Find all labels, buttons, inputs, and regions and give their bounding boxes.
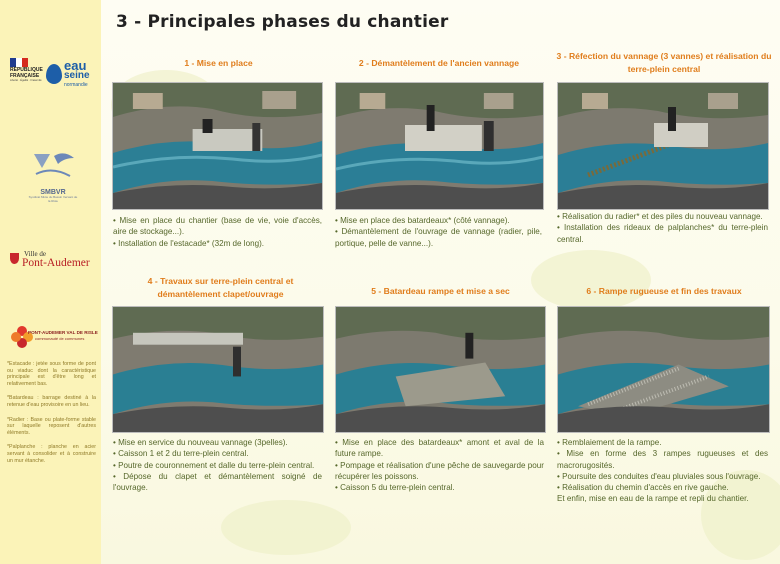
phase-5-bullet: • Mise en place des batardeaux* amont et aval de la future rampe. (335, 438, 544, 459)
phase-5-render (335, 306, 546, 433)
phase-3-bullets (557, 211, 768, 245)
phase-1-render (112, 82, 323, 210)
smbvr-logo (28, 148, 78, 203)
pont-audemer-name: Pont-Audemer (22, 257, 90, 269)
republique-motto: Liberté · Égalité · Fraternité (10, 79, 42, 82)
republique-line-2: FRANÇAISE (10, 73, 40, 79)
phase-4-bullet: • Dépose du clapet et démantèlement soigné de l'ouvrage. (113, 471, 322, 493)
republique-francaise-logo (10, 58, 48, 92)
definition-palplanche: *Palplanche : planche en acier servant à consolider et à construire un mur étanche. (7, 444, 96, 464)
smbvr-bird-icon (28, 148, 78, 188)
flower-icon (9, 325, 35, 349)
phase-3-title: 3 - Réfection du vannage (3 vannes) et réalisation du terre-plein central (556, 51, 772, 74)
definitions-list (7, 361, 96, 472)
phase-6-render (557, 306, 770, 433)
phase-4-title: 4 - Travaux sur terre-plein central et démantèlement clapet/ouvrage (147, 276, 294, 299)
phase-1-title: 1 - Mise en place (184, 58, 253, 68)
definition-radier: *Radier : Base ou plate-forme stable sur laquelle reposent d'autres éléments. (7, 416, 96, 436)
phase-2-bullet: • Démantèlement de l'ouvrage de vannage (radier, pile, portique, pelle de vanne...). (335, 227, 542, 248)
drop-icon (46, 64, 62, 84)
phase-4-bullet: • Poutre de couronnement et dalle du terre-plein central. (113, 460, 315, 470)
phase-5-bullet: • Pompage et réalisation d'une pêche de sauvegarde pour récupérer les poissons. (335, 460, 544, 481)
communaute-sub: communauté de communes (35, 336, 85, 341)
phase-3-bullet: • Installation des rideaux de palplanches* du terre-plein central. (557, 223, 768, 244)
phase-1-bullets (113, 215, 322, 249)
phase-6-bullet: • Réalisation du chemin d'accès en rive gauche. (557, 483, 729, 493)
phase-5-bullet: • Caisson 5 du terre-plein central. (335, 483, 455, 493)
communaute-communes-logo (9, 325, 99, 351)
background-leaf (221, 500, 351, 555)
phase-3-bullet: • Réalisation du radier* et des piles du nouveau vannage. (557, 212, 763, 221)
normandie-word: normandie (64, 82, 88, 88)
phase-6-bullet: • Mise en forme des 3 rampes rugueuses et des macrorugosités. (557, 449, 768, 470)
phase-2-title: 2 - Démantèlement de l'ancien vannage (358, 58, 520, 68)
phase-4-bullet: • Mise en service du nouveau vannage (3pelles). (113, 438, 288, 447)
phase-6-bullet: Et enfin, mise en eau de la rampe et repli du chantier. (557, 494, 749, 504)
phase-5-bullets (335, 437, 544, 493)
tricolor-flag-icon (10, 58, 28, 67)
definition-batardeau: *Batardeau : barrage destiné à la retenue d'eau provisoire en un lieu. (7, 395, 96, 408)
phase-4-bullet: • Caisson 1 et 2 du terre-plein central. (113, 449, 249, 459)
smbvr-subtitle: Syndicat Mixte du Bassin Versant de la Risle (28, 195, 78, 203)
phase-2-bullet: • Mise en place des batardeaux* (côté vannage). (335, 216, 510, 225)
page-title: 3 - Principales phases du chantier (116, 12, 449, 32)
phase-2-render (335, 82, 544, 210)
republique-line-1: RÉPUBLIQUE (10, 67, 43, 73)
phase-6-bullets (557, 437, 768, 505)
communaute-name: PONT-AUDEMER VAL DE RISLE (28, 330, 98, 335)
background-leaf (531, 250, 651, 310)
phase-6-bullet: • Remblaiement de la rampe. (557, 438, 662, 447)
city-crest-icon (10, 253, 19, 264)
phase-2-bullets (335, 215, 542, 249)
phase-6-title: 6 - Rampe rugueuse et fin des travaux (586, 286, 742, 296)
phase-1-bullet: • Installation de l'estacade* (32m de long). (113, 238, 265, 248)
seine-word: seine (64, 70, 90, 81)
phase-6-bullet: • Poursuite des conduites d'eau pluviales sous l'ouvrage. (557, 471, 761, 481)
phase-1-bullet: • Mise en place du chantier (base de vie, voie d'accès, aire de stockage...). (113, 216, 322, 237)
phase-3-render (557, 82, 769, 210)
smbvr-text: SMBVR (40, 189, 66, 196)
eau-seine-normandie-logo (46, 59, 97, 93)
ville-de-text: Ville de (24, 250, 46, 258)
definition-estacade: *Estacade : jetée sous forme de pont ou viaduc dont la caractéristique principale est d'être long et relativement bas. (7, 361, 96, 387)
sidebar (0, 0, 101, 564)
ville-pont-audemer-logo (8, 248, 100, 270)
phase-4-bullets (113, 437, 322, 493)
phase-4-render (112, 306, 324, 433)
phase-5-title: 5 - Batardeau rampe et mise a sec (371, 286, 510, 296)
eau-word: eau (64, 58, 87, 73)
